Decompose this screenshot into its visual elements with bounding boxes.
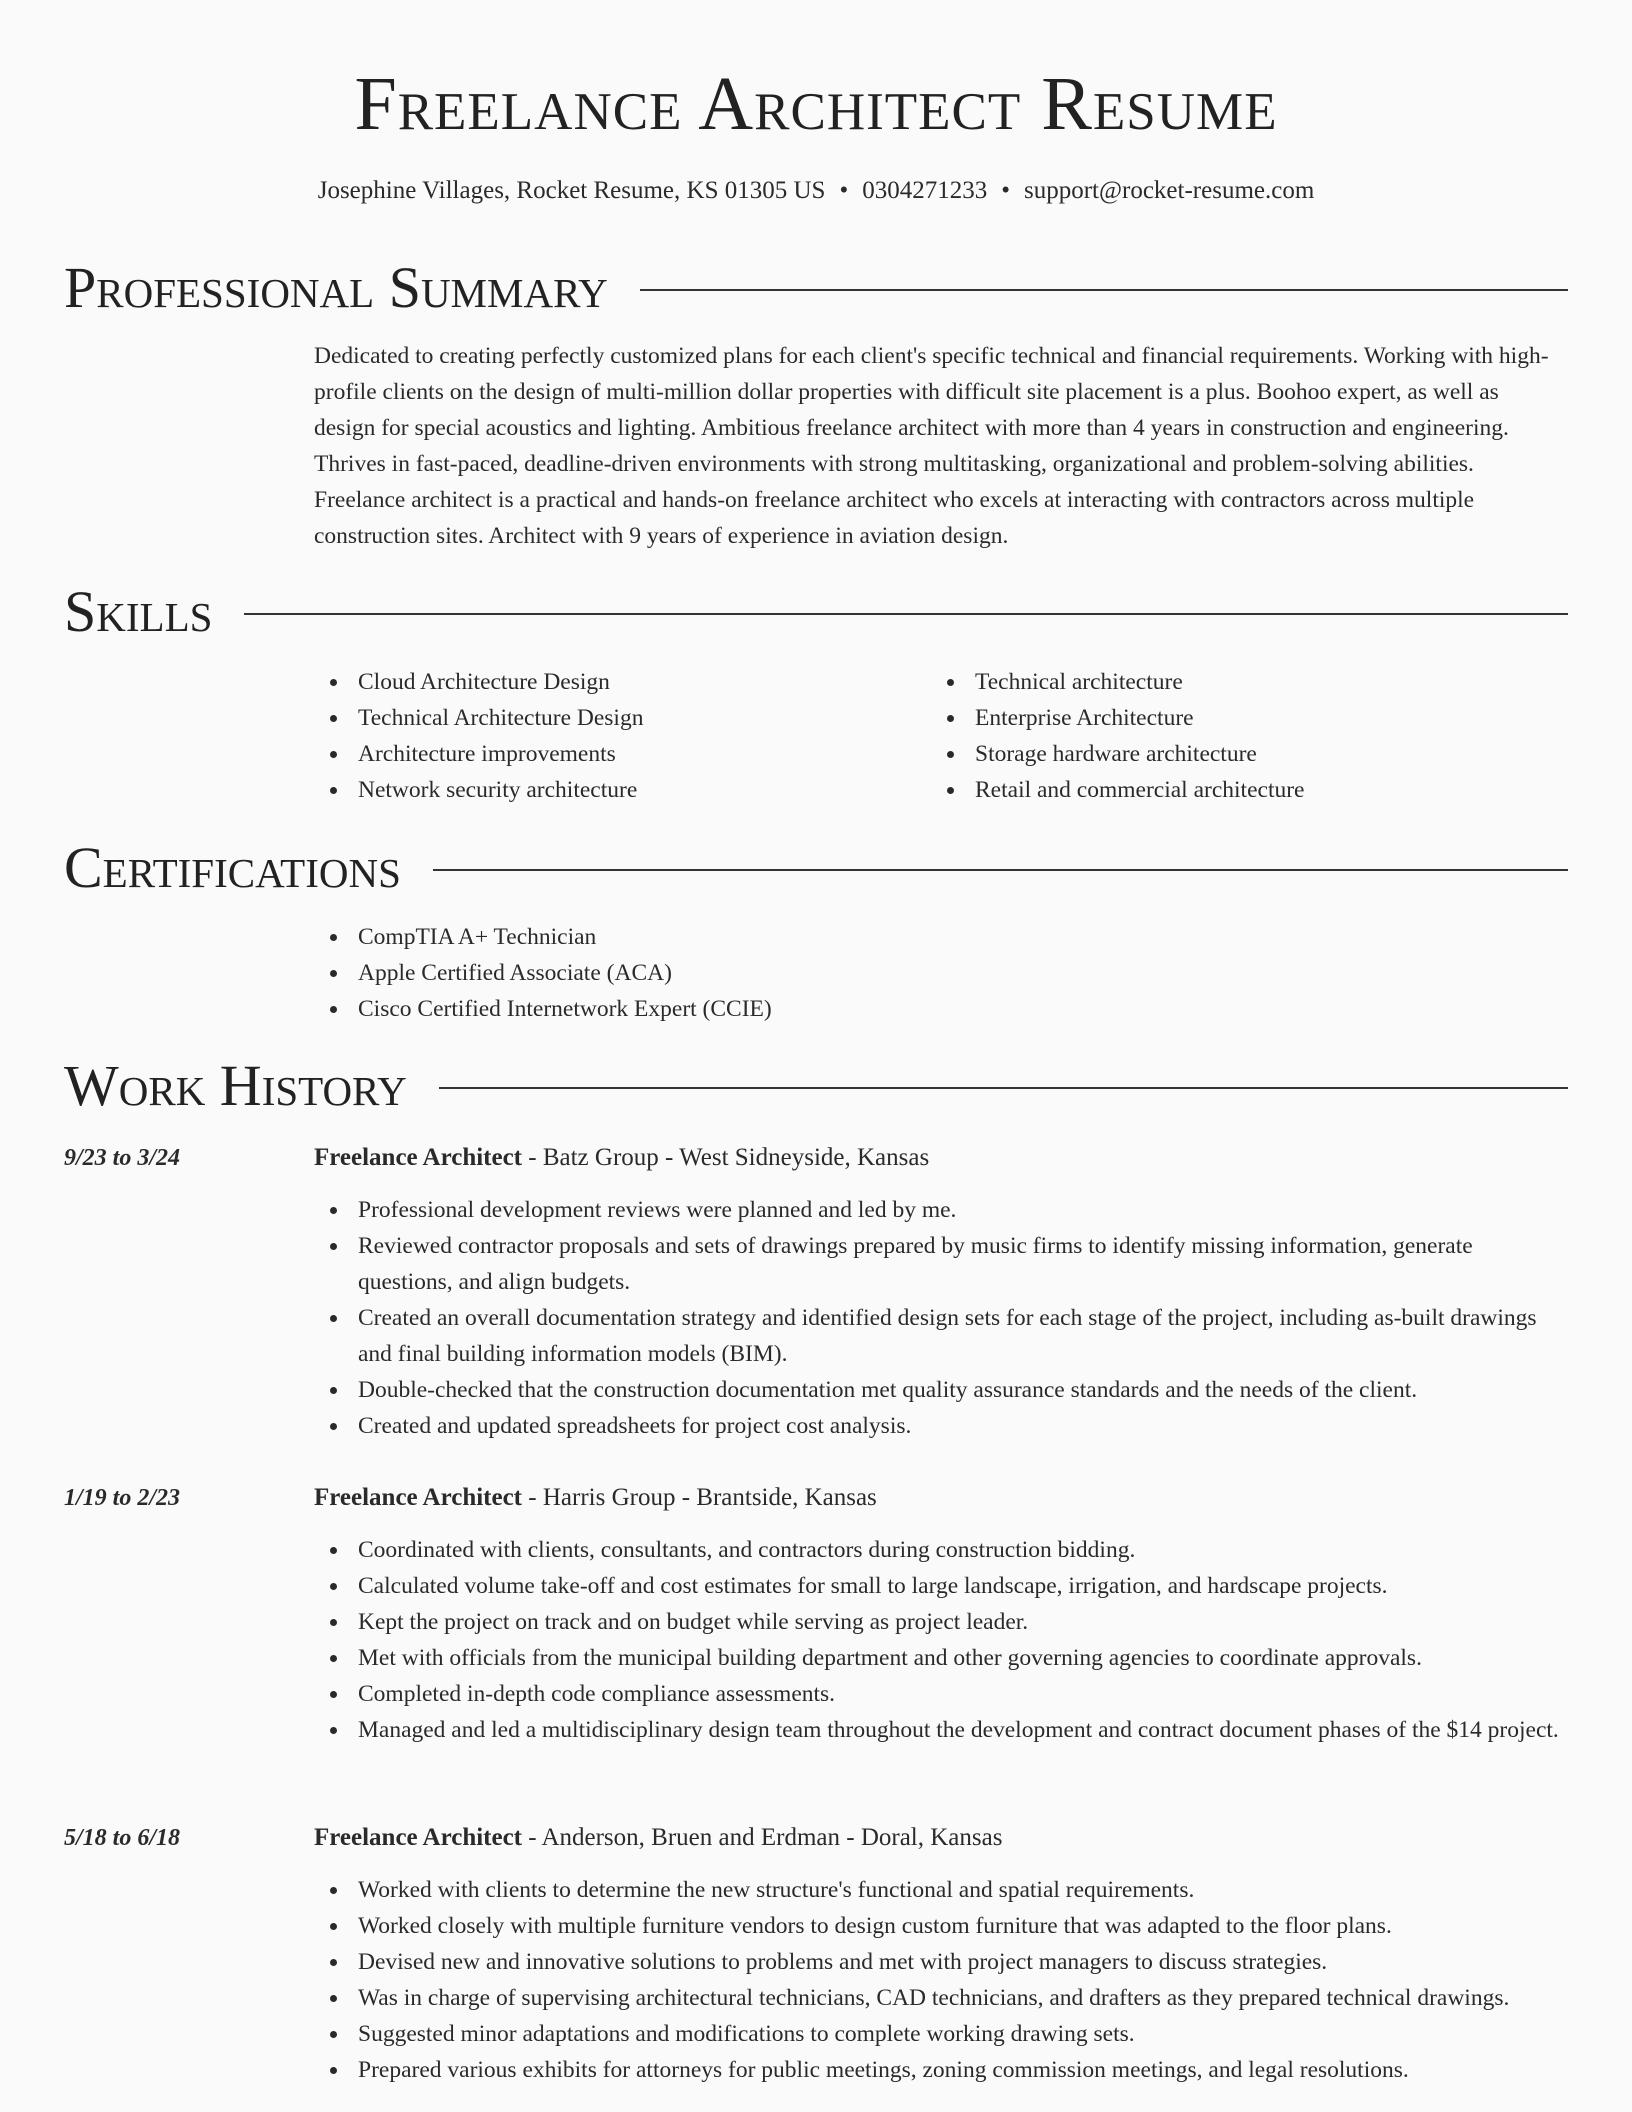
certification-item: CompTIA A+ Technician <box>314 919 772 955</box>
certification-item: Apple Certified Associate (ACA) <box>314 955 772 991</box>
skill-item: Technical architecture <box>931 664 1304 700</box>
job-bullets <box>314 1192 1568 1444</box>
job-bullet: Kept the project on track and on budget while serving as project leader. <box>314 1604 1568 1640</box>
job-bullet: Met with officials from the municipal building department and other governing agencies to coordinate approvals. <box>314 1640 1568 1676</box>
job-dates: 1/19 to 2/23 <box>64 1485 181 1511</box>
job-bullet: Was in charge of supervising architectural technicians, CAD technicians, and drafters as they prepared technical drawings. <box>314 1980 1568 2016</box>
contact-phone: 0304271233 <box>862 177 988 204</box>
resume-title: Freelance Architect Resume <box>354 62 1278 146</box>
job-bullet: Managed and led a multidisciplinary design team throughout the development and contract document phases of the $14 project. <box>314 1712 1568 1748</box>
skills-section-header <box>64 580 1568 644</box>
skills-list-left <box>314 664 643 808</box>
job-title: Freelance Architect <box>314 1824 523 1851</box>
contact-address: Josephine Villages, Rocket Resume, KS 01305 US <box>317 177 826 204</box>
section-divider <box>640 289 1568 291</box>
job-company: - Harris Group - Brantside, Kansas <box>522 1484 877 1511</box>
certifications-heading: Certifications <box>64 835 401 900</box>
job-bullets <box>314 1872 1568 2088</box>
job-bullet: Created and updated spreadsheets for project cost analysis. <box>314 1408 1568 1444</box>
job-title: Freelance Architect <box>314 1144 523 1171</box>
skill-item: Architecture improvements <box>314 736 643 772</box>
job-bullet: Worked with clients to determine the new structure's functional and spatial requirements. <box>314 1872 1568 1908</box>
contact-separator: • <box>839 177 849 204</box>
job-bullet: Suggested minor adaptations and modifications to complete working drawing sets. <box>314 2016 1568 2052</box>
skills-heading: Skills <box>64 579 213 644</box>
summary-heading: Professional Summary <box>64 255 608 320</box>
job-bullet: Devised new and innovative solutions to problems and met with project managers to discuss strategies. <box>314 1944 1568 1980</box>
job-role-line <box>314 1480 877 1516</box>
section-divider <box>244 613 1568 615</box>
contact-email: support@rocket-resume.com <box>1023 177 1315 204</box>
summary-section-header <box>64 256 1568 320</box>
job-role-line <box>314 1820 1002 1856</box>
job-bullet: Worked closely with multiple furniture vendors to design custom furniture that was adapted to the floor plans. <box>314 1908 1568 1944</box>
certifications-list <box>314 919 772 1027</box>
job-bullet: Completed in-depth code compliance assessments. <box>314 1676 1568 1712</box>
skill-item: Enterprise Architecture <box>931 700 1304 736</box>
certifications-section-header <box>64 836 1568 900</box>
skill-item: Retail and commercial architecture <box>931 772 1304 808</box>
skill-item: Cloud Architecture Design <box>314 664 643 700</box>
section-divider <box>433 869 1568 871</box>
job-dates: 5/18 to 6/18 <box>64 1825 181 1851</box>
summary-text: Dedicated to creating perfectly customized plans for each client's specific technical and financial requirements. Working with high-profile clients on the design of multi-million dollar properties with difficult site placement is a plus. Boohoo expert, as well as design for special acoustics and lighting. Ambitious freelance architect with more than 4 years in construction and engineering. Thrives in fast-paced, deadline-driven environments with strong multitasking, organizational and problem-solving abilities. Freelance architect is a practical and hands-on freelance architect who excels at interacting with contractors across multiple construction sites. Architect with 9 years of experience in aviation design. <box>314 343 1549 549</box>
job-bullet: Calculated volume take-off and cost estimates for small to large landscape, irrigation, and hardscape projects. <box>314 1568 1568 1604</box>
job-bullets <box>314 1532 1568 1748</box>
contact-line <box>0 174 1632 208</box>
work-history-section-header <box>64 1054 1568 1118</box>
job-bullet: Prepared various exhibits for attorneys for public meetings, zoning commission meetings, and legal resolutions. <box>314 2052 1568 2088</box>
job-bullet: Created an overall documentation strategy and identified design sets for each stage of the project, including as-built drawings and final building information models (BIM). <box>314 1300 1568 1372</box>
job-title: Freelance Architect <box>314 1484 523 1511</box>
job-role-line <box>314 1140 929 1176</box>
job-bullet: Professional development reviews were planned and led by me. <box>314 1192 1568 1228</box>
skill-item: Technical Architecture Design <box>314 700 643 736</box>
job-company: - Anderson, Bruen and Erdman - Doral, Kansas <box>522 1824 1003 1851</box>
section-divider <box>439 1087 1568 1089</box>
job-bullet: Double-checked that the construction documentation met quality assurance standards and the needs of the client. <box>314 1372 1568 1408</box>
work-history-heading: Work History <box>64 1053 407 1118</box>
job-bullet: Reviewed contractor proposals and sets of drawings prepared by music firms to identify missing information, generate questions, and align budgets. <box>314 1228 1568 1300</box>
skills-list-right <box>931 664 1304 808</box>
certification-item: Cisco Certified Internetwork Expert (CCIE) <box>314 991 772 1027</box>
contact-separator: • <box>1001 177 1010 204</box>
skill-item: Network security architecture <box>314 772 643 808</box>
job-company: - Batz Group - West Sidneyside, Kansas <box>522 1144 930 1171</box>
job-bullet: Coordinated with clients, consultants, and contractors during construction bidding. <box>314 1532 1568 1568</box>
skill-item: Storage hardware architecture <box>931 736 1304 772</box>
job-dates: 9/23 to 3/24 <box>64 1145 181 1171</box>
